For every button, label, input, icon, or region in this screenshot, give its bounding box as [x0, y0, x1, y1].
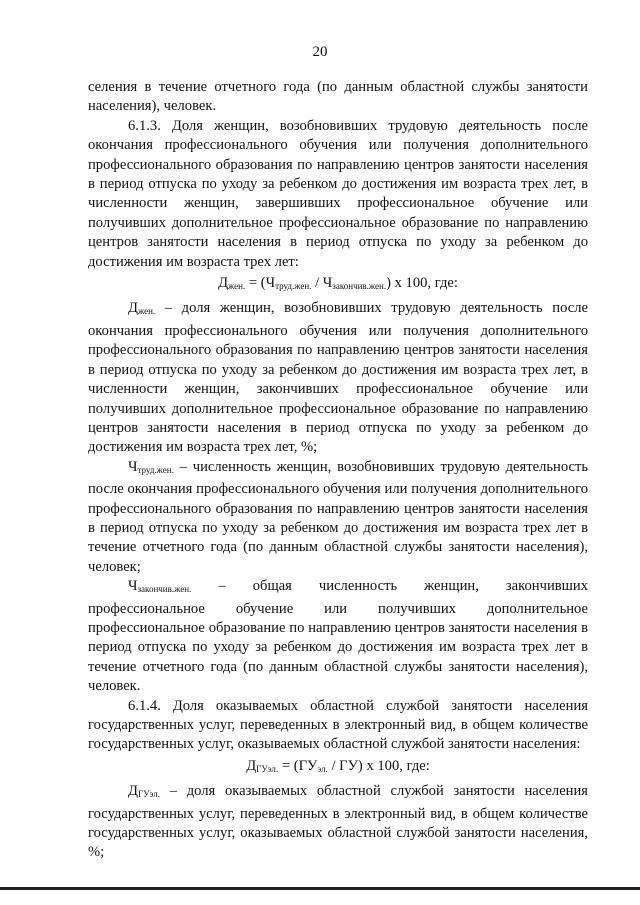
- formula-d-symbol: Д: [218, 275, 229, 292]
- formula-tail: ) х 100, где:: [386, 275, 458, 292]
- definition-ch-finished-women-rest: профессиональное образование по направлению центров занятости населения в период отпуска по уходу за ребенком до достижения им возраста трех лет в течение отчетного года (по данным областной службы занятости населения), человек.: [88, 619, 588, 695]
- definition-subscript: закончив.жен.: [137, 584, 192, 595]
- formula-d-symbol: Д: [246, 757, 257, 774]
- definition-text: – численность женщин, возобновивших трудовую деятельность после окончания профессионального обучения или получения дополнительного профессионального образования по направлению центров занятости населения в период отпуска по уходу за ребенком до достижения им возраста трех лет в течение отчетного года (по данным областной службы занятости населения), человек;: [88, 458, 588, 575]
- formula-eq-open: = (Ч: [245, 275, 276, 292]
- formula-women-share: [88, 274, 588, 296]
- definition-d-gu: [88, 782, 588, 863]
- definition-ch-working-women: [88, 458, 588, 577]
- formula-d-subscript: ГУэл.: [256, 763, 279, 774]
- definition-symbol: Ч: [128, 578, 138, 595]
- document-body: [88, 78, 588, 863]
- definition-subscript: жен.: [137, 306, 156, 317]
- definition-subscript: труд.жен.: [137, 464, 174, 475]
- definition-ch-finished-women-line1: [88, 577, 588, 599]
- formula-ch2-subscript: закончив.жен.: [332, 281, 387, 292]
- formula-eq-open: = (ГУ: [278, 757, 318, 774]
- page-number: 20: [312, 44, 328, 60]
- formula-tail: / ГУ) х 100, где:: [327, 757, 430, 774]
- formula-slash: / Ч: [311, 275, 333, 292]
- formula-gu-share: [88, 757, 588, 779]
- definition-text: – доля оказываемых областной службой занятости населения государственных услуг, переведенных в электронный вид, в общем количестве государственных услуг, оказываемых областной службой занятости населения, %;: [88, 783, 588, 861]
- definition-text-line1: – общая численность женщин, закончивших: [191, 578, 588, 595]
- definition-symbol: Д: [128, 300, 138, 317]
- definition-d-women: [88, 299, 588, 457]
- bottom-scan-border: [0, 887, 640, 890]
- definition-symbol: Ч: [128, 458, 138, 475]
- definition-ch-finished-women-line2: профессиональное обучение или получивших дополнительное: [88, 600, 588, 617]
- definition-text: – доля женщин, возобновивших трудовую деятельность после окончания профессионального обучения или получения дополнительного профессионального образования по направлению центров занятости населения в период отпуска по уходу за ребенком до достижения им возраста трех лет, в численности женщин, закончивших профессиональное обучение или получивших дополнительное профессиональное образование по направлению центров занятости населения в период отпуска по уходу за ребенком до достижения им возраста трех лет, %;: [88, 300, 588, 456]
- formula-d-subscript: жен.: [228, 281, 246, 292]
- definition-symbol: Д: [128, 783, 138, 800]
- paragraph-continuation: селения в течение отчетного года (по данным областной службы занятости населения), человек.: [88, 79, 588, 115]
- definition-subscript: ГУэл.: [137, 789, 160, 800]
- formula-ch1-subscript: труд.жен.: [275, 281, 312, 292]
- formula-gu-subscript: эл.: [317, 763, 328, 774]
- paragraph-6-1-4: 6.1.4. Доля оказываемых областной службой занятости населения государственных услуг, переведенных в электронный вид, в общем количестве государственных услуг, оказываемых областной службой занятости населения:: [88, 697, 588, 753]
- paragraph-6-1-3: 6.1.3. Доля женщин, возобновивших трудовую деятельность после окончания профессионального обучения или получения дополнительного профессионального образования по направлению центров занятости населения в период отпуска по уходу за ребенком до достижения им возраста трех лет, в численности женщин, завершивших профессиональное обучение или получивших дополнительное профессиональное образование по направлению центров занятости населения в период отпуска по уходу за ребенком до достижения им возраста трех лет:: [88, 117, 588, 270]
